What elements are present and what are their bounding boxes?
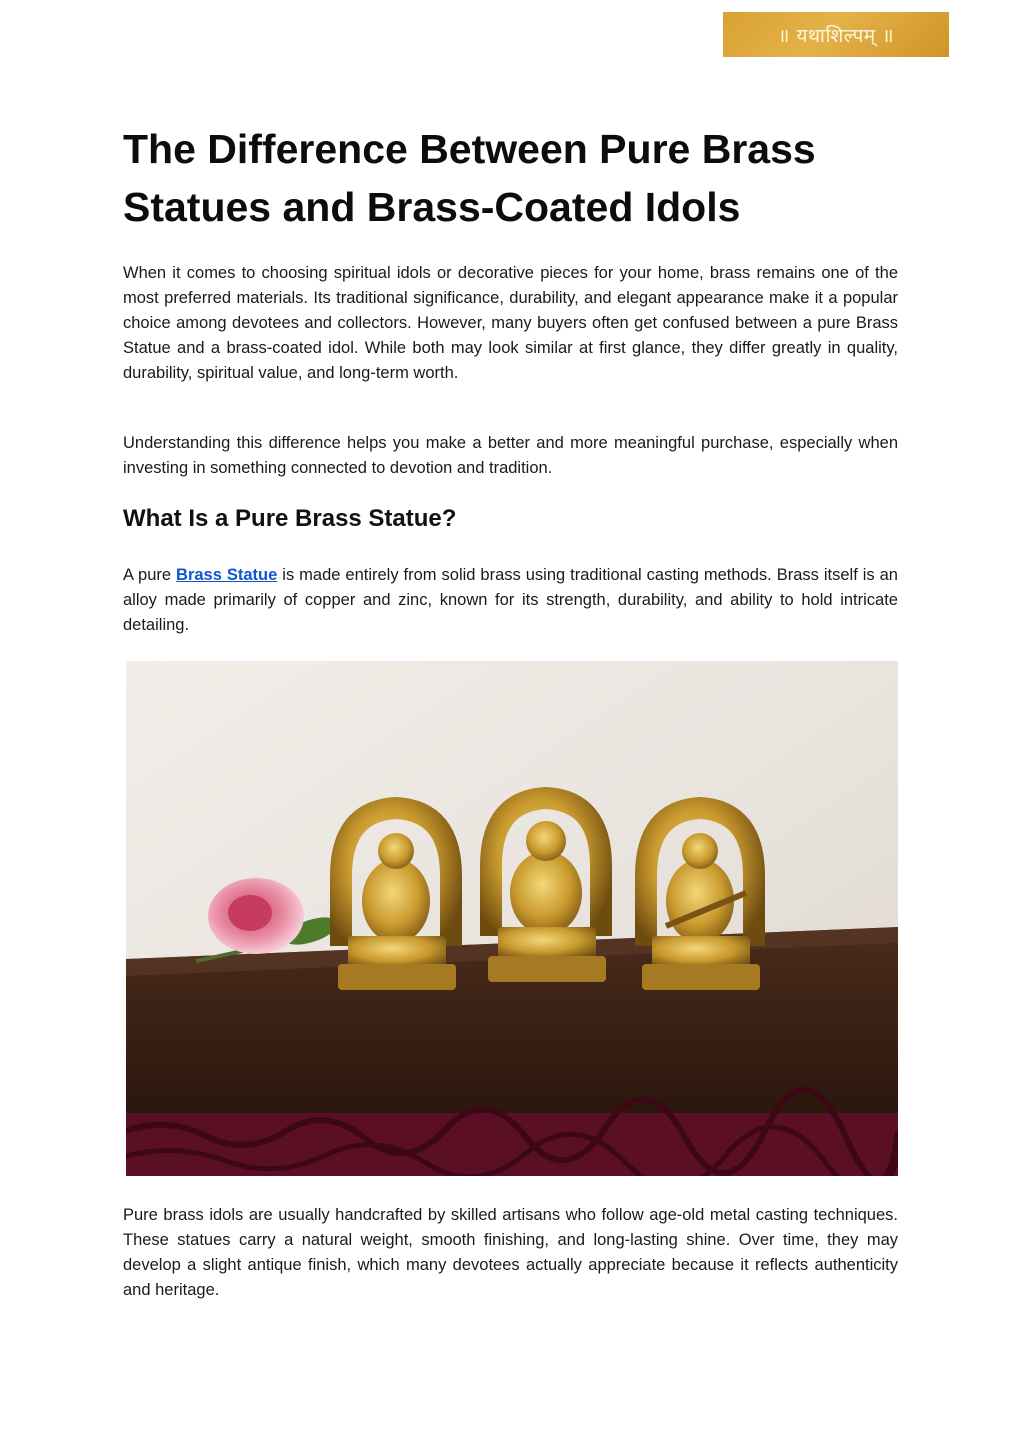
brass-statue-link[interactable]: Brass Statue	[176, 566, 278, 584]
intro-paragraph-1: When it comes to choosing spiritual idols or decorative pieces for your home, brass remains one of the most preferred materials. Its traditional significance, durability, and elegant appearance make it a popular choice among devotees and collectors. However, many buyers often get confused between a pure Brass Statue and a brass-coated idol. While both may look similar at first glance, they differ greatly in quality, durability, spiritual value, and long-term worth.	[123, 264, 898, 382]
page-title: The Difference Between Pure Brass Statues and Brass-Coated Idols	[123, 126, 816, 230]
section-paragraph-1	[123, 563, 898, 638]
section-heading: What Is a Pure Brass Statue?	[123, 505, 457, 532]
section-paragraph-1-start: A pure	[123, 566, 177, 584]
section-paragraph-2: Pure brass idols are usually handcrafted by skilled artisans who follow age-old metal casting techniques. These statues carry a natural weight, smooth finishing, and long-lasting shine. Over time, they may develop a slight antique finish, which many devotees actually appreciate because it reflects authenticity and heritage.	[123, 1206, 898, 1299]
section-paragraph-1-end: is made entirely from solid brass using traditional casting methods. Brass itself is an alloy made primarily of copper and zinc, known for its strength, durability, and ability to hold intricate detailing.	[123, 566, 898, 634]
brand-logo[interactable]	[723, 12, 949, 57]
photo-illustration	[126, 661, 898, 1176]
brand-logo-text: ॥ यथाशिल्पम् ॥	[777, 24, 895, 47]
brass-idols-photo	[126, 661, 898, 1176]
intro-paragraph-2: Understanding this difference helps you make a better and more meaningful purchase, especially when investing in something connected to devotion and tradition.	[123, 434, 898, 477]
